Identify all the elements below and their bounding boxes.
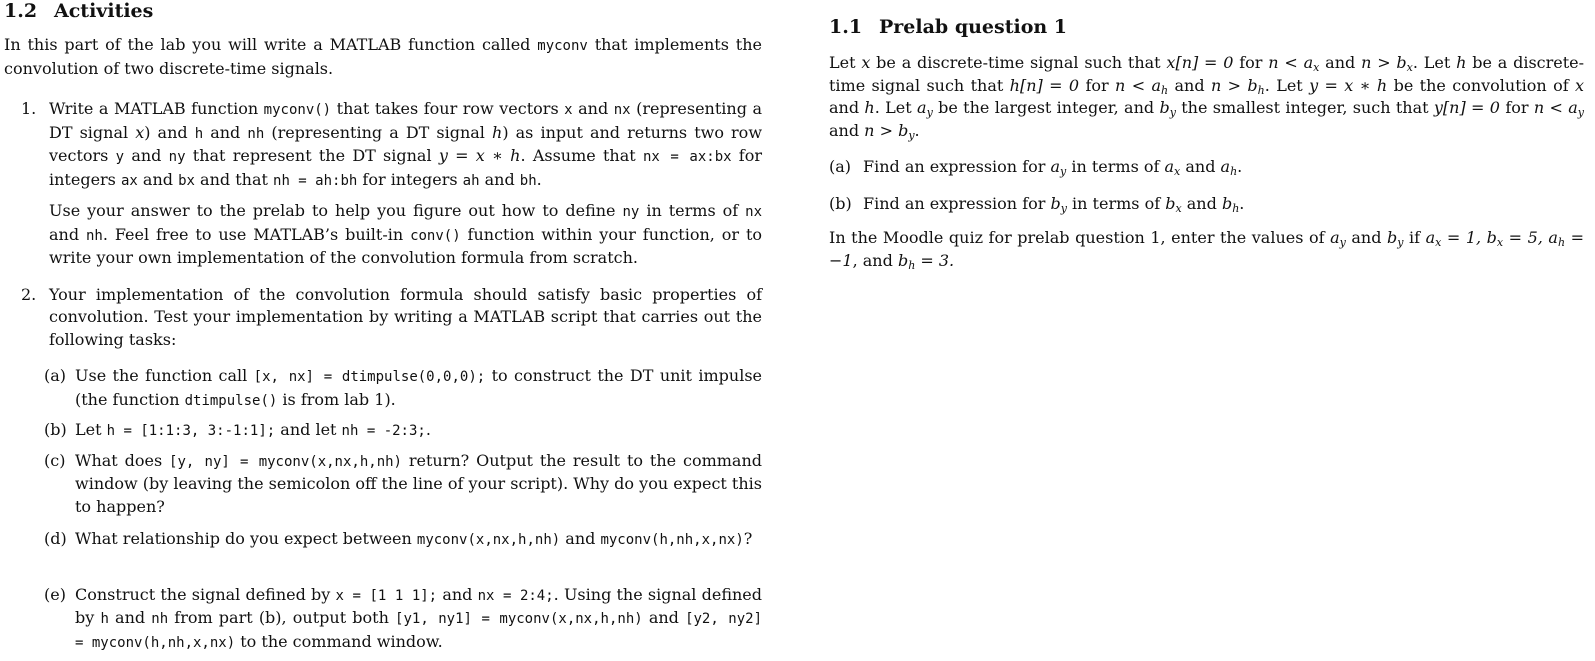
prelab-question-b [829, 193, 1584, 216]
math-symbol: b [1396, 53, 1407, 72]
math-symbol: = 3. [915, 250, 955, 270]
inline-code: ny [168, 149, 186, 165]
text-run: Use the function call [75, 366, 254, 385]
math-symbol: = 1, [1441, 228, 1487, 247]
math-symbol: b [1221, 193, 1233, 213]
text-run: Construct the signal defined by [75, 584, 336, 604]
inline-code: myconv(h,nh,x,nx) [600, 532, 744, 548]
inline-code: h [100, 611, 109, 627]
sub-marker: (a) [829, 157, 852, 176]
section-title: Prelab question 1 [879, 16, 1068, 38]
math-symbol: y [908, 128, 915, 142]
text-run: Find an expression for [863, 193, 1051, 213]
sub-item-d [37, 528, 800, 552]
math-symbol: a [1568, 98, 1578, 117]
text-run: and [437, 584, 478, 604]
inline-code: h = [1:1:3, 3:-1:1]; [106, 423, 276, 439]
math-symbol: > [1371, 53, 1397, 72]
text-run: What relationship do you expect between [75, 529, 417, 548]
prelab-paragraph [829, 52, 1584, 142]
math-symbol: x [1406, 61, 1413, 74]
sub-item-e [37, 584, 762, 655]
text-run: . Feel free to use MATLAB’s built-in [102, 224, 411, 244]
text-run: return? Output the result to the command window (by leaving the semicolon off the line of your script). Why do you expect this to happen? [75, 450, 763, 516]
inline-code: nh = -2:3; [341, 423, 426, 439]
text-run: Find an expression for [863, 157, 1051, 176]
math-symbol: y [1060, 201, 1067, 215]
math-symbol: x [861, 53, 871, 72]
math-symbol: h[n] = 0 [1009, 75, 1080, 95]
text-run: and [1319, 53, 1362, 72]
inline-code: bx [178, 172, 195, 189]
math-symbol: b [898, 120, 909, 140]
sub-item-a [37, 365, 762, 412]
text-run: (representing a DT signal [264, 122, 493, 142]
inline-code: myconv() [263, 102, 332, 118]
list-item-2 [4, 284, 762, 655]
text-run: ) and [144, 122, 195, 142]
text-run: and [642, 608, 686, 627]
text-run: . [1237, 157, 1243, 176]
inline-code: nh [247, 125, 265, 142]
math-symbol: x [1496, 236, 1504, 249]
text-run: (representing a DT signal [49, 99, 762, 142]
inline-code: bh [519, 172, 537, 189]
intro-text: In this part of the lab you will write a MATLAB function called [4, 35, 538, 54]
math-symbol: h [1557, 236, 1566, 249]
text-run: and [124, 146, 169, 165]
text-run: be a discrete-time signal such that [829, 53, 1585, 95]
math-symbol: b [1486, 228, 1497, 247]
inline-code: [y1, ny1] = myconv(x,nx,h,nh) [395, 611, 643, 627]
text-run: to construct the DT unit impulse (the function [75, 366, 763, 409]
sub-marker: (a) [44, 366, 67, 385]
text-run: In the Moodle quiz for prelab question 1, enter the values of [829, 228, 1331, 247]
section-number: 1.2 [4, 0, 38, 22]
math-symbol: b [1159, 98, 1170, 117]
math-expression: y = x ∗ h [438, 146, 521, 165]
text-run: and [560, 529, 601, 548]
text-run: and [203, 122, 248, 142]
inline-code: [y2, ny2] = myconv(h,nh,x,nx) [75, 611, 763, 651]
math-symbol: h [864, 98, 875, 117]
text-run: . Using the signal defined by [75, 584, 763, 627]
math-symbol: n [1268, 53, 1279, 72]
math-symbol: x[n] = 0 [1166, 53, 1234, 72]
math-symbol: < [1544, 98, 1569, 117]
math-symbol: y [926, 106, 933, 119]
math-symbol: h [1257, 83, 1265, 97]
math-symbol: y[n] = 0 [1433, 98, 1500, 117]
section-heading-prelab [829, 16, 1584, 38]
math-symbol: a [1303, 53, 1314, 72]
math-symbol: b [1387, 228, 1398, 247]
text-run: and that [194, 169, 274, 189]
sub-marker: (c) [44, 450, 66, 470]
text-run: . [536, 169, 542, 189]
math-symbol: h [1230, 165, 1238, 178]
math-symbol: y [1060, 165, 1067, 178]
section-title: Activities [54, 0, 154, 22]
math-symbol: y [1577, 106, 1585, 119]
text-run: and [479, 169, 520, 189]
text-run: to the command window. [235, 631, 443, 651]
inline-code: nh [151, 611, 169, 627]
math-symbol: n [1115, 75, 1126, 95]
math-symbol: b [1050, 193, 1061, 213]
text-run: in terms of [1066, 193, 1166, 213]
text-run: . [914, 120, 920, 140]
math-symbol: b [897, 250, 909, 270]
math-symbol: < [1125, 75, 1152, 95]
math-symbol: y [1397, 236, 1404, 249]
math-symbol: n [1533, 98, 1545, 117]
math-symbol: > [874, 120, 899, 140]
item1-paragraph1 [49, 98, 762, 192]
text-run: and [49, 224, 86, 244]
math-symbol: x [1313, 61, 1320, 74]
text-run: . [1239, 193, 1245, 213]
inline-code: ny [622, 204, 640, 220]
sub-marker: (d) [44, 529, 67, 548]
math-symbol: h [492, 122, 503, 142]
math-symbol: a [1220, 157, 1231, 176]
math-symbol: h [908, 258, 916, 272]
inline-code: nh = ah:bh [273, 172, 358, 189]
section-heading-activities [4, 0, 762, 22]
text-run: and [1168, 75, 1211, 95]
math-symbol: h [1232, 201, 1240, 215]
math-symbol: x [1435, 236, 1442, 249]
math-symbol: a [1050, 157, 1061, 176]
math-symbol: n [1210, 75, 1222, 95]
text-run: and [137, 169, 179, 189]
text-run: . Let [874, 98, 918, 117]
text-run: for integers [357, 169, 463, 189]
inline-code: y [115, 149, 125, 165]
item1-paragraph2 [49, 200, 762, 270]
text-run: and let [275, 420, 342, 439]
text-run: function within your function, or to write your own implementation of the convolution formula from scratch. [49, 224, 763, 267]
inline-code: [x, nx] = dtimpulse(0,0,0); [253, 369, 486, 385]
text-run: for [1499, 98, 1534, 117]
left-column [4, 0, 762, 661]
math-symbol: a [1330, 228, 1340, 247]
intro-paragraph [4, 34, 762, 80]
math-symbol: a [1164, 157, 1175, 176]
math-symbol: n [864, 120, 875, 140]
math-symbol: n [1361, 53, 1372, 72]
text-run: if [1403, 228, 1426, 247]
math-symbol: > [1221, 75, 1248, 95]
text-run: and [1180, 157, 1221, 176]
text-run: ) as input and returns two row vectors [49, 122, 763, 165]
text-run: and [829, 120, 865, 140]
text-run: and [1181, 193, 1222, 213]
inline-code: nx [745, 204, 763, 220]
math-symbol: h [1456, 53, 1467, 72]
text-run: . Assume that [520, 146, 643, 165]
math-symbol: h [1161, 83, 1169, 97]
list-item-1 [4, 98, 762, 270]
intro-text: that implements the convolution of two discrete-time signals. [4, 35, 762, 78]
text-run: ? [743, 529, 753, 548]
text-run: Let [75, 420, 107, 439]
text-run: and [829, 98, 865, 117]
inline-code: myconv(x,nx,h,nh) [416, 532, 561, 548]
text-run: in terms of [1066, 157, 1165, 176]
math-symbol: b [1165, 193, 1176, 213]
item2-paragraph: Your implementation of the convolution formula should satisfy basic properties of convolution. Test your implementation by writing a MATLAB script that carries out the following tasks: [49, 284, 762, 349]
math-symbol: x [1575, 75, 1585, 95]
math-symbol: x [1175, 201, 1182, 215]
inline-code: h [194, 125, 204, 142]
inline-code: myconv [537, 38, 588, 54]
inline-code: ax [120, 172, 138, 189]
list-marker: 2. [21, 284, 37, 304]
math-symbol: x [135, 122, 145, 142]
math-symbol: = −1 [829, 228, 1585, 270]
inline-code: x [564, 102, 573, 118]
math-symbol: a [1548, 228, 1558, 247]
inline-code: nx = 2:4; [477, 587, 554, 604]
math-symbol: b [1247, 75, 1258, 95]
text-run: in terms of [639, 201, 746, 220]
right-column [829, 16, 1584, 272]
text-run: and [108, 608, 152, 627]
inline-code: [y, ny] = myconv(x,nx,h,nh) [169, 453, 402, 470]
text-run: that takes four row vectors [331, 99, 565, 118]
inline-code: nh [85, 227, 103, 244]
text-run: . [425, 420, 431, 439]
inline-code: dtimpulse() [184, 392, 278, 409]
sub-marker: (b) [44, 420, 67, 439]
text-run: the smallest integer, such that [1175, 98, 1434, 117]
math-symbol: y = x ∗ h [1309, 75, 1388, 95]
text-run: be the convolution of [1387, 75, 1575, 95]
math-symbol: < [1278, 53, 1304, 72]
section-number: 1.1 [829, 16, 863, 38]
text-run: that represent the DT signal [185, 146, 439, 165]
list-marker: 1. [21, 99, 37, 118]
math-symbol: x [1174, 165, 1181, 178]
text-run: . Let [1264, 75, 1310, 95]
text-run: for [1233, 53, 1269, 72]
sub-item-c [37, 450, 762, 519]
text-run: Use your answer to the prelab to help you figure out how to define [49, 201, 623, 220]
text-run: from part (b), output both [168, 608, 396, 627]
text-run: be the largest integer, and [932, 98, 1160, 117]
text-run: for [1079, 75, 1116, 95]
sub-marker: (b) [829, 193, 852, 213]
math-symbol: a [1425, 228, 1436, 247]
math-symbol: a [1151, 75, 1162, 95]
text-run: What does [75, 450, 170, 470]
math-symbol: a [917, 98, 927, 117]
text-run: Write a MATLAB function [49, 99, 264, 118]
inline-code: conv() [410, 227, 461, 244]
math-symbol: y [1169, 106, 1176, 119]
moodle-paragraph [829, 227, 1584, 272]
math-symbol: = 5, [1503, 228, 1549, 247]
item2-sublist [37, 365, 762, 654]
activities-list [4, 98, 762, 654]
math-symbol: y [1339, 236, 1346, 249]
text-run: be a discrete-time signal such that [870, 53, 1167, 72]
inline-code: x = [1 1 1]; [335, 587, 438, 604]
text-run: . Let [1412, 53, 1457, 72]
text-run: Let [829, 53, 862, 72]
inline-code: nx = ax:bx [642, 149, 732, 165]
text-run: and [1345, 228, 1387, 247]
sub-item-b [37, 419, 762, 443]
inline-code: ah [462, 172, 480, 189]
prelab-question-a [829, 156, 1584, 179]
text-run: for integers [49, 146, 762, 189]
sub-marker: (e) [44, 584, 66, 604]
text-run: is from lab 1). [277, 389, 396, 409]
text-run: and [572, 99, 614, 118]
inline-code: nx [613, 102, 631, 118]
text-run: , and [852, 250, 898, 270]
